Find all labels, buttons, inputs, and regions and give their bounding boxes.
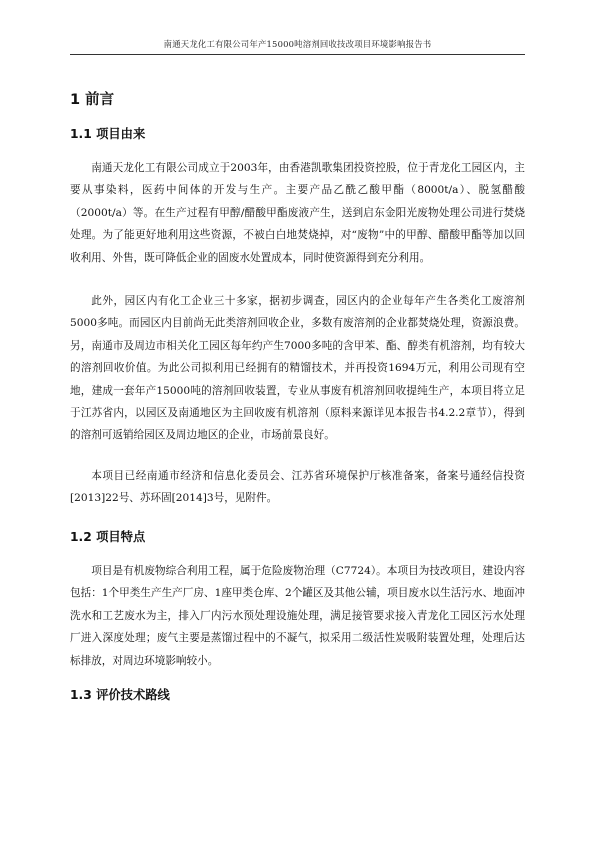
- running-header: 南通天龙化工有限公司年产15000吨溶剂回收技改项目环境影响报告书: [163, 39, 432, 49]
- chapter-heading-preface: 1 前言: [70, 92, 115, 108]
- paragraph-features-1: 项目是有机废物综合利用工程，属于危险废物治理（C7724）。本项目为技改项目，建设内容包括：1个甲类生产生产厂房、1座甲类仓库、2个罐区及其他公辅，项目废水以生活污水、地面冲洗水和工艺废水为主，排入厂内污水预处理设施处理，满足接管要求接入青龙化工园区污水处理厂进入深度处理；废气主要是蒸馏过程中的不凝气，拟采用二级活性炭吸附装置处理，处理后达标排放，对周边环境影响较小。: [70, 565, 525, 667]
- section-heading-evaluation-route: 1.3 评价技术路线: [70, 688, 170, 702]
- header-rule: [70, 54, 525, 55]
- paragraph-origin-3: 本项目已经南通市经济和信息化委员会、江苏省环境保护厅核准备案，备案号通经信投资[2013]22号、苏环固[2014]3号，见附件。: [70, 470, 525, 505]
- paragraph-origin-2: 此外，园区内有化工企业三十多家，据初步调查，园区内的企业每年产生各类化工废溶剂5000多吨。而园区内目前尚无此类溶剂回收企业，多数有废溶剂的企业都焚烧处理，资源浪费。另，南通市及周边市相关化工园区每年约产生7000多吨的含甲苯、酯、醇类有机溶剂，均有较大的溶剂回收价值。为此公司拟利用已经拥有的精馏技术，并再投资1694万元，利用公司现有空地，建成一套年产15000吨的溶剂回收装置，专业从事废有机溶剂回收提纯生产，本项目将立足于江苏省内，以园区及南通地区为主回收废有机溶剂（原料来源详见本报告书4.2.2章节），得到的溶剂可返销给园区及周边地区的企业，市场前景良好。: [70, 295, 525, 442]
- section-heading-project-origin: 1.1 项目由来: [70, 127, 146, 141]
- section-heading-project-features: 1.2 项目特点: [70, 530, 146, 544]
- paragraph-origin-1: 南通天龙化工有限公司成立于2003年，由香港凯歌集团投资控股，位于青龙化工园区内，主要从事染料，医药中间体的开发与生产。主要产品乙酰乙酸甲酯（8000t/a）、脱氢醋酸（2000t/a）等。在生产过程有甲醇/醋酸甲酯废液产生，送到启东金阳光废物处理公司进行焚烧处理。为了能更好地利用这些资源，不被白白地焚烧掉，对“废物”中的甲醇、醋酸甲酯等加以回收利用、外售，既可降低企业的固废水处置成本，同时使资源得到充分利用。: [70, 162, 525, 264]
